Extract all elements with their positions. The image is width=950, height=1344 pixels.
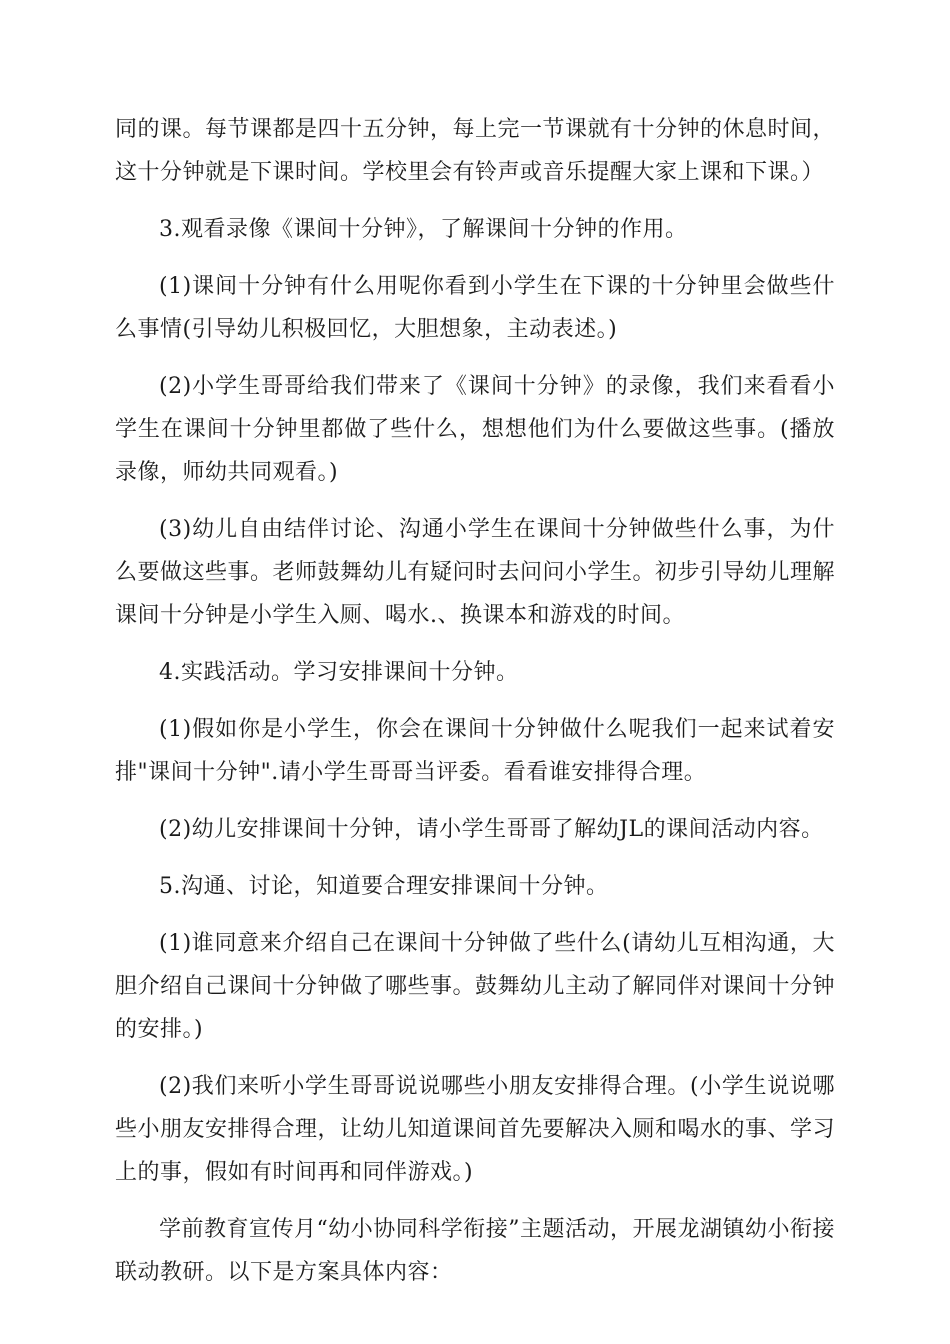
paragraph-intro-plan: 学前教育宣传月“幼小协同科学衔接”主题活动，开展龙湖镇幼小衔接联动教研。以下是方案具体内容：	[115, 1217, 835, 1285]
paragraph-step-5: 5.沟通、讨论，知道要合理安排课间十分钟。	[159, 874, 609, 899]
paragraph-step-4: 4.实践活动。学习安排课间十分钟。	[159, 660, 519, 685]
paragraph-continuation: 同的课。每节课都是四十五分钟，每上完一节课就有十分钟的休息时间，这十分钟就是下课时间。学校里会有铃声或音乐提醒大家上课和下课。）	[115, 117, 836, 185]
paragraph-step-3-1: (1)课间十分钟有什么用呢你看到小学生在下课的十分钟里会做些什么事情(引导幼儿积极回忆，大胆想象，主动表述。)	[115, 274, 835, 342]
paragraph-step-5-1: (1)谁同意来介绍自己在课间十分钟做了些什么(请幼儿互相沟通，大胆介绍自己课间十分钟做了哪些事。鼓舞幼儿主动了解同伴对课间十分钟的安排。)	[115, 931, 836, 1042]
paragraph-step-3: 3.观看录像《课间十分钟》，了解课间十分钟的作用。	[159, 217, 688, 242]
paragraph-step-5-2: (2)我们来听小学生哥哥说说哪些小朋友安排得合理。(小学生说说哪些小朋友安排得合理，让幼儿知道课间首先要解决入厕和喝水的事、学习上的事，假如有时间再和同伴游戏。)	[115, 1074, 836, 1185]
paragraph-step-4-2: (2)幼儿安排课间十分钟，请小学生哥哥了解幼JL的课间活动内容。	[159, 817, 824, 842]
paragraph-step-3-2: (2)小学生哥哥给我们带来了《课间十分钟》的录像，我们来看看小学生在课间十分钟里都做了些什么，想想他们为什么要做这些事。(播放录像，师幼共同观看。)	[115, 374, 835, 485]
paragraph-step-3-3: (3)幼儿自由结伴讨论、沟通小学生在课间十分钟做些什么事，为什么要做这些事。老师鼓舞幼儿有疑问时去问问小学生。初步引导幼儿理解课间十分钟是小学生入厕、喝水.、换课本和游戏的时间。	[115, 517, 836, 628]
document-body	[115, 108, 835, 1308]
paragraph-step-4-1: (1)假如你是小学生，你会在课间十分钟做什么呢我们一起来试着安排"课间十分钟".请小学生哥哥当评委。看看谁安排得合理。	[115, 717, 835, 785]
